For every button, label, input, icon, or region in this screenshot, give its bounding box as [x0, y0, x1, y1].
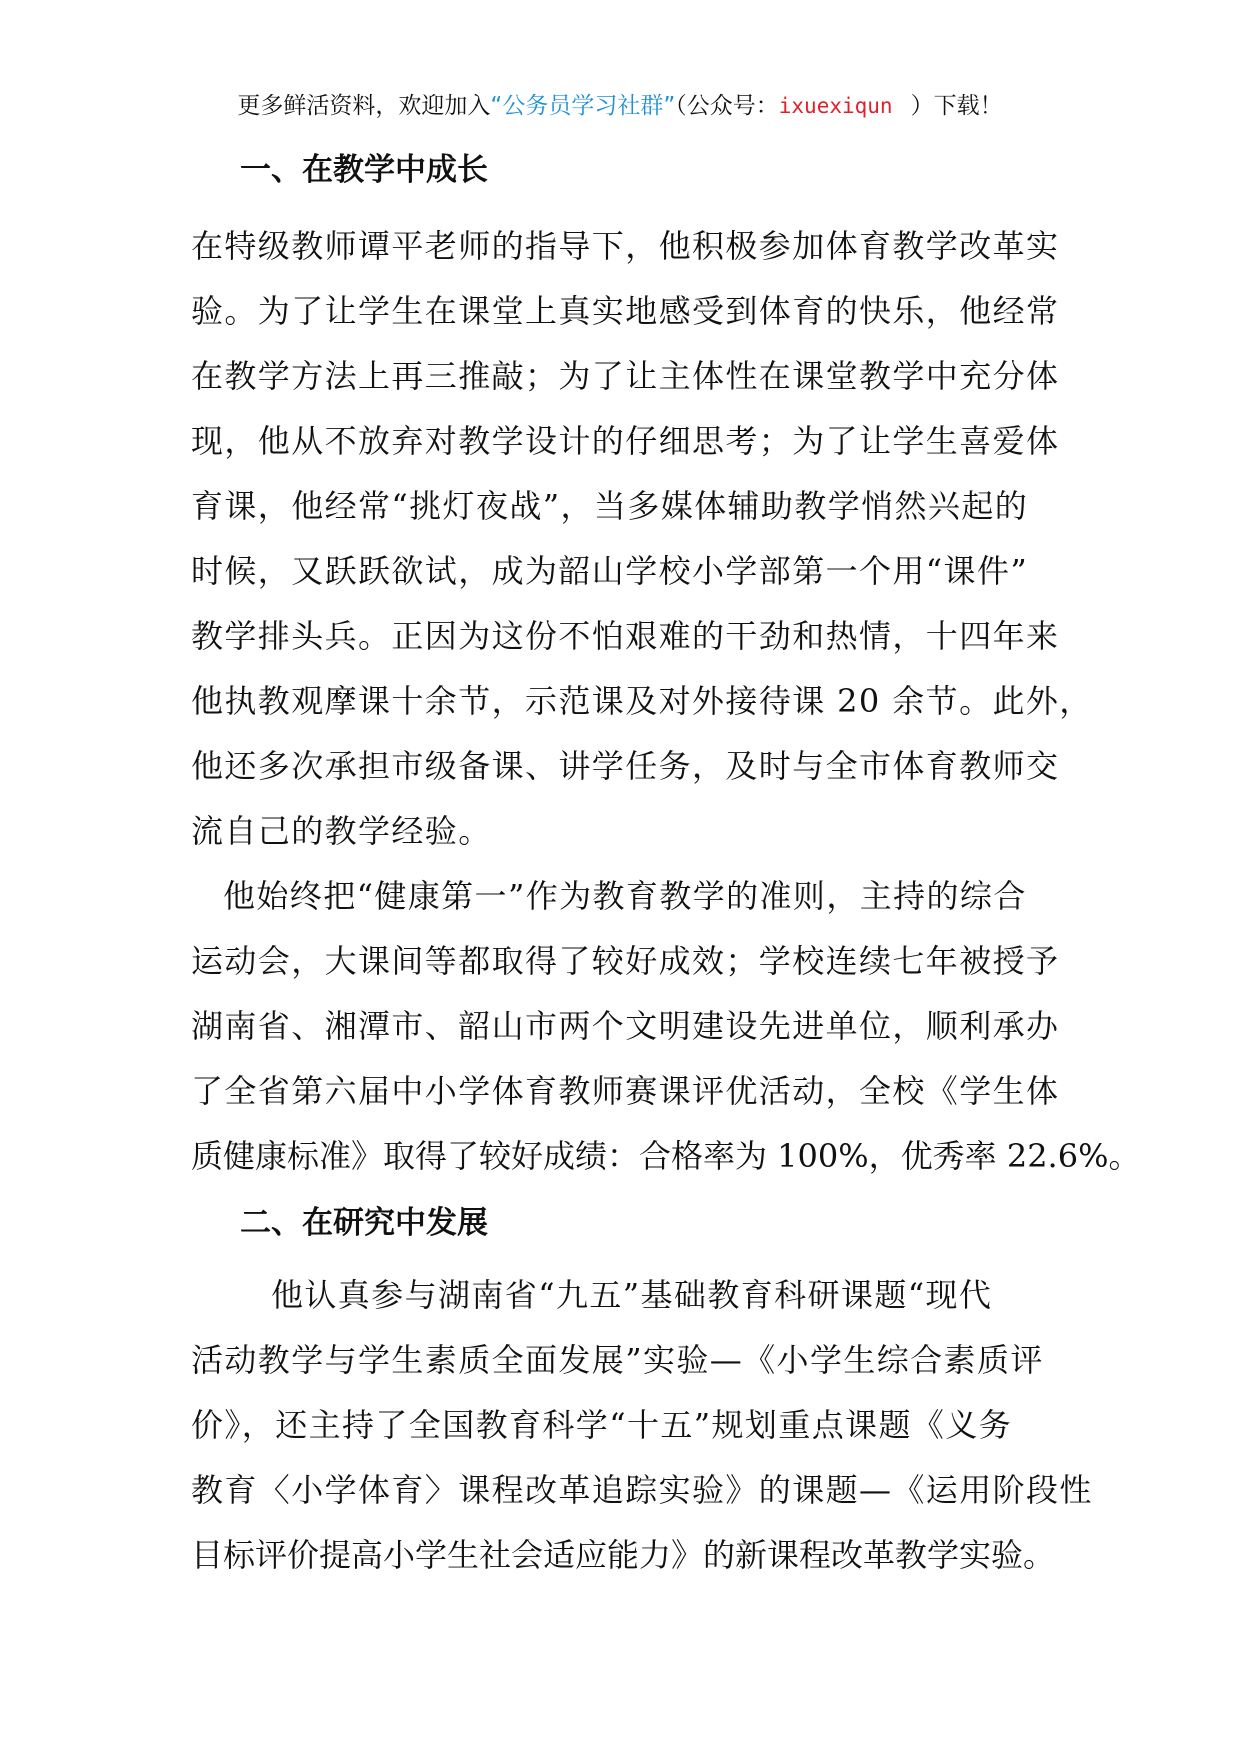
- banner-group-name: “公务员学习社群”: [490, 93, 676, 119]
- text-line: 流自己的教学经验。: [191, 812, 492, 850]
- text-line: 验。为了让学生在课堂上真实地感受到体育的快乐，他经常: [191, 292, 1060, 330]
- text-line: 运动会，大课间等都取得了较好成效；学校连续七年被授予: [191, 942, 1060, 980]
- text-line: 在特级教师谭平老师的指导下，他积极参加体育教学改革实: [191, 227, 1060, 265]
- text-line: 了全省第六届中小学体育教师赛课评优活动，全校《学生体: [191, 1072, 1060, 1110]
- text-line: 湖南省、湘潭市、韶山市两个文明建设先进单位，顺利承办: [191, 1007, 1060, 1045]
- text-line: 教学排头兵。正因为这份不怕艰难的干劲和热情，十四年来: [191, 617, 1060, 655]
- text-line: 他还多次承担市级备课、讲学任务，及时与全市体育教师交: [191, 747, 1060, 785]
- paragraph-research: [191, 1263, 1093, 1588]
- text-line: 目标评价提高小学生社会适应能力》的新课程改革教学实验。: [191, 1536, 1056, 1574]
- text-line: 教育〈小学体育〉课程改革追踪实验》的课题—《运用阶段性: [191, 1471, 1093, 1509]
- section-heading-teaching: 一、在教学中成长: [240, 152, 488, 188]
- banner-account-open: （公众号：: [675, 93, 779, 119]
- paragraph-health-first: [191, 864, 1141, 1189]
- text-line: 时候，又跃跃欲试，成为韶山学校小学部第一个用“课件”: [191, 552, 1029, 590]
- text-line: 他执教观摩课十余节，示范课及对外接待课 20 余节。此外，: [191, 682, 1093, 720]
- banner-suffix: ）下载！: [910, 93, 1003, 119]
- text-line: 价》，还主持了全国教育科学“十五”规划重点课题《义务: [191, 1406, 1013, 1444]
- text-line: 育课，他经常“挑灯夜战”，当多媒体辅助教学悄然兴起的: [191, 487, 1029, 525]
- paragraph-teaching-growth: [191, 214, 1093, 864]
- section-heading-research: 二、在研究中发展: [240, 1205, 488, 1241]
- banner-account-id: ixuexiqun: [778, 94, 893, 118]
- promo-banner: [0, 86, 1240, 126]
- text-line: 现，他从不放弃对教学设计的仔细思考；为了让学生喜爱体: [191, 422, 1060, 460]
- text-line: 他认真参与湖南省“九五”基础教育科研课题“现代: [271, 1276, 993, 1314]
- text-line: 在教学方法上再三推敲；为了让主体性在课堂教学中充分体: [191, 357, 1060, 395]
- text-line: 活动教学与学生素质全面发展”实验—《小学生综合素质评: [191, 1341, 1044, 1379]
- document-body: [191, 150, 1141, 1588]
- text-line: 他始终把“健康第一”作为教育教学的准则，主持的综合: [223, 877, 1027, 915]
- text-line: 质健康标准》取得了较好成绩：合格率为 100%，优秀率 22.6%。: [191, 1137, 1141, 1175]
- banner-prefix: 更多鲜活资料，欢迎加入: [237, 93, 491, 119]
